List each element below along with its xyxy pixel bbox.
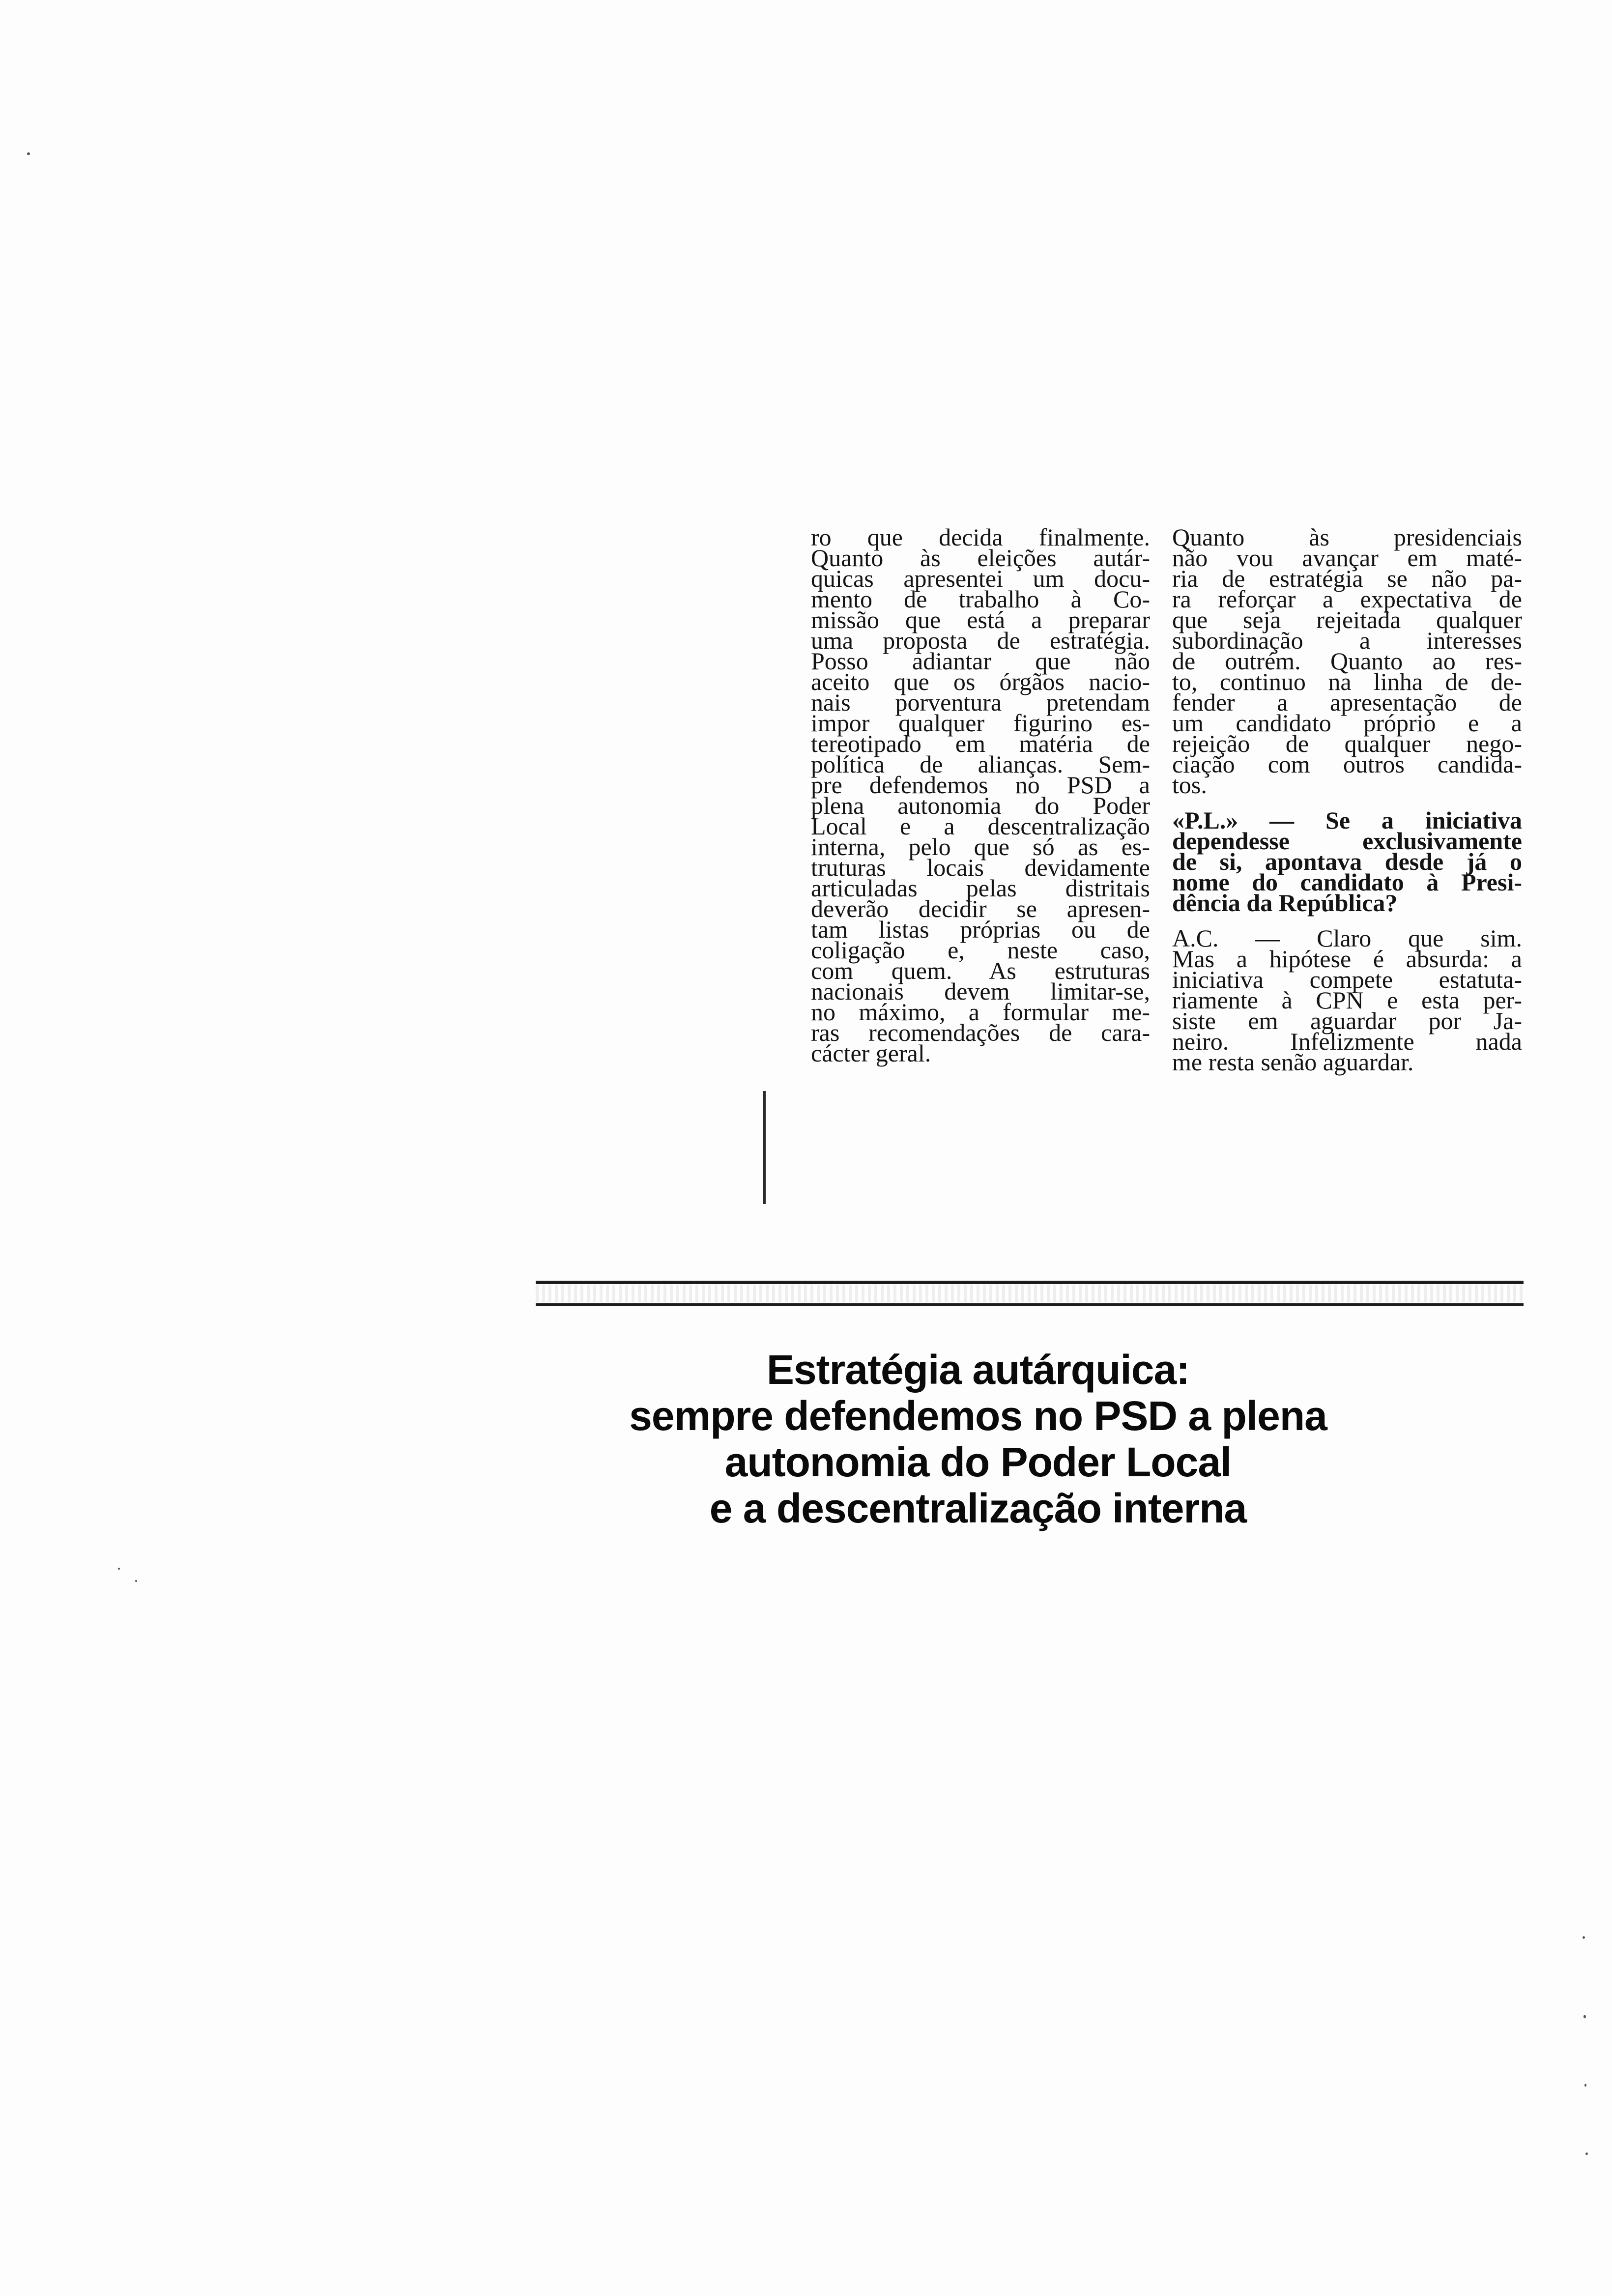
interview-question [1172, 806, 1522, 917]
scan-speck [118, 1568, 120, 1570]
text-line: nome do candidato à Presi- [1172, 868, 1522, 896]
scan-speck [27, 152, 30, 155]
headline-line: e a descentralização interna [709, 1485, 1247, 1531]
text-line: com quem. As estruturas [811, 957, 1150, 984]
headline-line: sempre defendemos no PSD a plena [629, 1393, 1327, 1439]
paragraph-presidenciais [1172, 523, 1522, 799]
scan-speck [1585, 2152, 1588, 2155]
text-line: Quanto às eleições autár- [811, 544, 1150, 572]
text-line: Local e a descentralização [811, 812, 1150, 840]
scan-speck [1584, 2084, 1586, 2087]
text-line: dependesse exclusivamente [1172, 827, 1522, 855]
text-line: ria de estratégia se não pa- [1172, 565, 1522, 592]
text-line: ras recomendações de cara- [811, 1019, 1150, 1046]
text-line: interna, pelo que só as es- [811, 833, 1150, 861]
article-left-column [811, 523, 1150, 1067]
text-line: articuladas pelas distritais [811, 874, 1150, 902]
headline-line: autonomia do Poder Local [724, 1439, 1232, 1485]
text-line: rejeição de qualquer nego- [1172, 730, 1522, 757]
text-line: nais porventura pretendam [811, 689, 1150, 716]
text-line: Mas a hipótese é absurda: a [1172, 945, 1522, 973]
divider-band [536, 1285, 1524, 1302]
text-line: ro que decida finalmente. [811, 523, 1150, 551]
text-line: plena autonomia do Poder [811, 792, 1150, 819]
text-line: pre defendemos no PSD a [811, 771, 1150, 799]
pull-quote-headline [541, 1347, 1415, 1531]
scan-speck [1583, 2015, 1586, 2018]
text-line: coligação e, neste caso, [811, 936, 1150, 964]
text-line: política de alianças. Sem- [811, 750, 1150, 778]
text-line: mento de trabalho à Co- [811, 585, 1150, 613]
text-line: riamente à CPN e esta per- [1172, 986, 1522, 1014]
text-line: fender a apresentação de [1172, 689, 1522, 716]
text-line: de si, apontava desde já o [1172, 848, 1522, 875]
text-line: não vou avançar em maté- [1172, 544, 1522, 572]
text-line: tos. [1172, 771, 1207, 799]
text-line: dência da República? [1172, 889, 1398, 917]
text-line: me resta senão aguardar. [1172, 1048, 1414, 1076]
text-line: truturas locais devidamente [811, 854, 1150, 881]
scan-speck [1583, 1936, 1585, 1939]
text-line: missão que está a preparar [811, 606, 1150, 633]
text-line: tereotipado em matéria de [811, 730, 1150, 757]
text-line: que seja rejeitada qualquer [1172, 606, 1522, 633]
headline-line: Estratégia autárquica: [766, 1347, 1190, 1393]
text-line: de outrém. Quanto ao res- [1172, 647, 1522, 675]
text-line: «P.L.» — Se a iniciativa [1172, 806, 1522, 834]
text-line: subordinação a interesses [1172, 627, 1522, 654]
text-line: cácter geral. [811, 1039, 931, 1067]
interview-answer [1172, 924, 1522, 1076]
margin-mark [763, 1091, 766, 1204]
text-line: deverão decidir se apresen- [811, 895, 1150, 922]
text-line: siste em aguardar por Ja- [1172, 1007, 1522, 1034]
text-line: impor qualquer figurino es- [811, 709, 1150, 737]
text-line: Posso adiantar que não [811, 647, 1150, 675]
text-line: um candidato próprio e a [1172, 709, 1522, 737]
text-line: A.C. — Claro que sim. [1172, 924, 1522, 952]
article-right-column [1172, 523, 1522, 1076]
text-line: neiro. Infelizmente nada [1172, 1028, 1522, 1055]
text-line: aceito que os órgãos nacio- [811, 668, 1150, 695]
text-line: uma proposta de estratégia. [811, 627, 1150, 654]
text-line: iniciativa compete estatuta- [1172, 966, 1522, 993]
divider-rule [536, 1281, 1524, 1284]
text-line: ra reforçar a expectativa de [1172, 585, 1522, 613]
divider-rule [536, 1303, 1524, 1306]
text-line: ciação com outros candida- [1172, 750, 1522, 778]
text-line: Quanto às presidenciais [1172, 523, 1522, 551]
text-line: to, continuo na linha de de- [1172, 668, 1522, 695]
text-line: no máximo, a formular me- [811, 998, 1150, 1026]
scan-speck [135, 1580, 137, 1582]
text-line: quicas apresentei um docu- [811, 565, 1150, 592]
text-line: nacionais devem limitar-se, [811, 977, 1150, 1005]
text-line: tam listas próprias ou de [811, 916, 1150, 943]
